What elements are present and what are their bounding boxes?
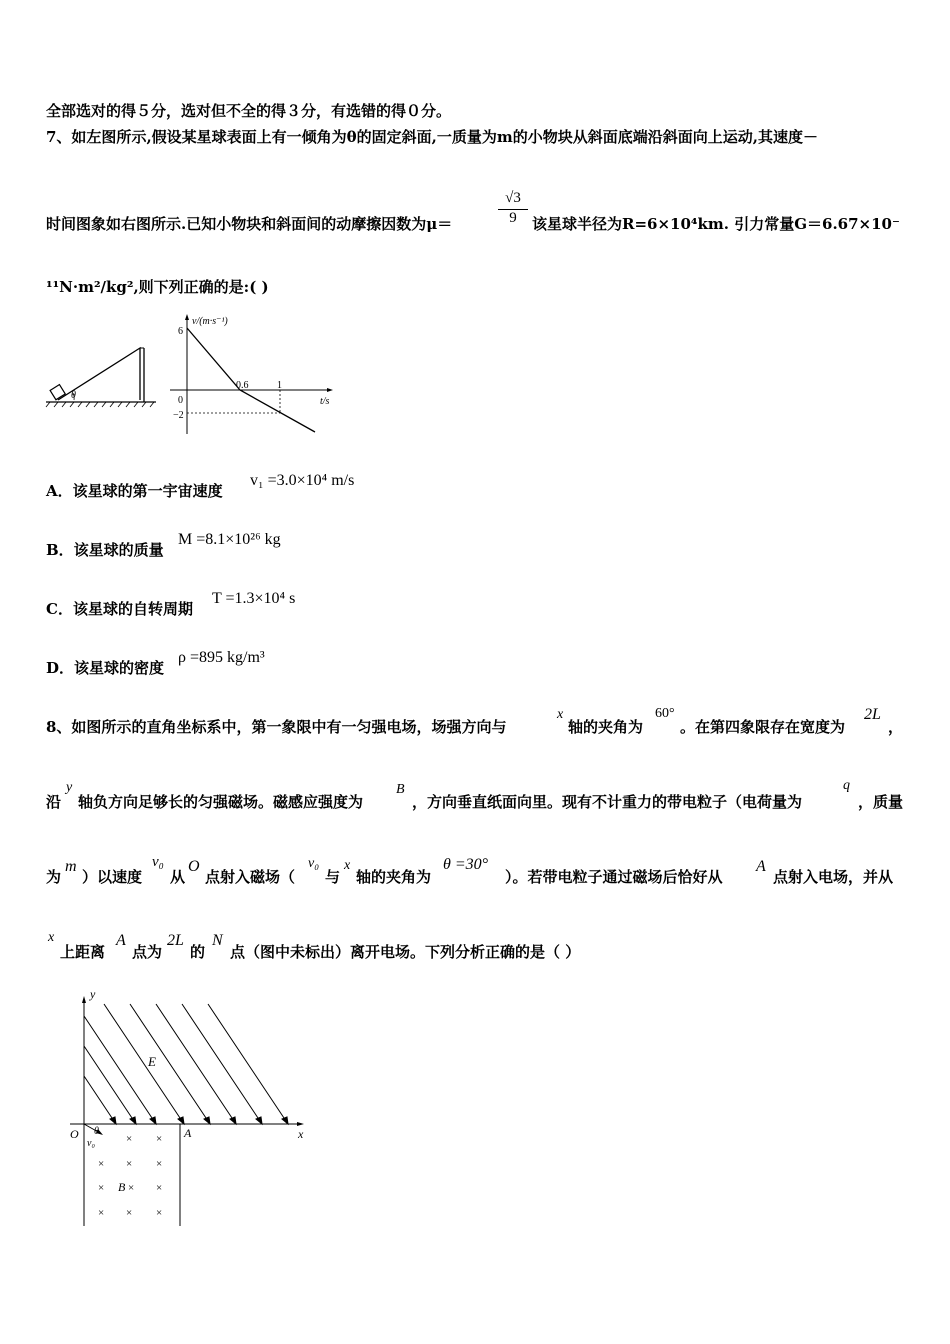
q8-line1-b: 轴的夹角为 [568, 718, 644, 736]
q8-line2-a: 沿 [46, 793, 62, 811]
svg-text:×: × [98, 1182, 105, 1194]
efield-lines [84, 1004, 288, 1124]
q8-theta30: θ =30° [443, 856, 489, 873]
fig-A-label: A [184, 1126, 192, 1140]
fig-B-label: B [118, 1180, 126, 1194]
q7-line3: ¹¹N·m²/kg²,则下列正确的是:( ) [46, 278, 269, 296]
q8-x-3: x [48, 930, 55, 945]
q8-line2-b: 轴负方向足够长的匀强磁场。磁感应强度为 [78, 793, 364, 811]
q8-line4-d: 点（图中未标出）离开电场。下列分析正确的是（ ） [230, 943, 581, 961]
q8-v0-2: v₀ [308, 856, 320, 871]
option-b-label: B．该星球的质量 [46, 541, 164, 559]
q8-q: q [843, 778, 850, 793]
svg-text:×: × [126, 1158, 133, 1170]
fig-x-label: x [298, 1127, 304, 1141]
q8-line4-b: 点为 [132, 943, 163, 961]
fig-y-label: y [90, 987, 96, 1001]
q8-line2-c: ，方向垂直纸面向里。现有不计重力的带电粒子（电荷量为 [412, 793, 803, 811]
svg-text:×: × [156, 1158, 163, 1170]
q8-line3-c: 从 [170, 868, 186, 886]
vt-tick-0: 0 [178, 395, 183, 406]
q8-2L-1: 2L [864, 706, 881, 723]
q8-m: m [65, 858, 77, 875]
vt-tick-6: 6 [178, 326, 183, 337]
fig-theta-label: θ [94, 1126, 99, 1137]
q7-line2a: 时间图象如右图所示.已知小物块和斜面间的动摩擦因数为μ＝ [46, 215, 453, 233]
vt-tick-m2: −2 [173, 410, 184, 421]
q8-line4-c: 的 [190, 943, 206, 961]
option-c-label: C．该星球的自转周期 [46, 600, 193, 618]
q8-line2-d: ，质量 [858, 793, 904, 811]
incline-angle-label: θ [71, 390, 76, 401]
q8-v0-1: v₀ [152, 854, 164, 870]
vt-xlabel: t/s [320, 396, 330, 407]
svg-text:×: × [128, 1182, 135, 1194]
q8-line3-g: ）。若带电粒子通过磁场后恰好从 [505, 868, 723, 886]
q8-line3-h: 点射入电场，并从 [773, 868, 894, 886]
vt-ylabel: v/(m·s⁻¹) [192, 316, 228, 327]
svg-text:×: × [126, 1133, 133, 1145]
q8-line3-f: 轴的夹角为 [356, 868, 432, 886]
q8-2L-2: 2L [167, 932, 184, 949]
q8-line3-e: 与 [325, 868, 341, 886]
option-a-label: A．该星球的第一宇宙速度 [46, 482, 223, 500]
q8-A-2: A [116, 932, 126, 949]
field-figure [60, 987, 320, 1230]
option-d-label: D．该星球的密度 [46, 659, 165, 677]
fig-O-label: O [70, 1127, 79, 1141]
q8-line1-c: 。在第四象限存在宽度为 [680, 718, 846, 736]
q8-x-2: x [344, 858, 351, 873]
frac-numerator: √3 [505, 190, 521, 206]
option-b-formula: M =8.1×10²⁶ kg [178, 531, 281, 548]
svg-text:×: × [156, 1207, 163, 1219]
svg-text:×: × [98, 1207, 105, 1219]
q8-line3-b: ）以速度 [82, 868, 143, 886]
vt-tick-06: 0.6 [236, 380, 249, 391]
q8-line4-a: 上距离 [60, 943, 106, 961]
intro-text: 全部选对的得５分，选对但不全的得３分，有选错的得０分。 [46, 102, 452, 120]
q8-O: O [188, 858, 200, 875]
option-d-formula: ρ =895 kg/m³ [178, 649, 265, 666]
q8-line1-d: ， [888, 718, 904, 736]
svg-text:×: × [126, 1207, 133, 1219]
fig-E-label: E [148, 1054, 156, 1069]
option-a-formula: v₁ =3.0×10⁴ m/s [250, 472, 355, 489]
frac-denominator: 9 [509, 210, 517, 226]
q8-x-1: x [557, 707, 564, 722]
q8-y: y [66, 780, 73, 795]
q8-line3-d: 点射入磁场（ [205, 868, 296, 886]
q7-line1: 7、如左图所示,假设某星球表面上有一倾角为θ的固定斜面,一质量为m的小物块从斜面底端沿斜面向上运动,其速度－ [46, 128, 818, 146]
bfield-crosses [98, 1133, 162, 1219]
svg-text:×: × [156, 1182, 163, 1194]
q8-deg60: 60° [655, 706, 675, 721]
q8-line3-a: 为 [46, 868, 62, 886]
fig-v0-label: v₀ [87, 1138, 95, 1149]
q8-N: N [212, 932, 223, 949]
svg-text:×: × [98, 1158, 105, 1170]
incline-figure [40, 340, 160, 410]
q8-A-1: A [756, 858, 766, 875]
q8-line1-a: 8、如图所示的直角坐标系中，第一象限中有一匀强电场，场强方向与 [46, 718, 507, 736]
q7-fraction [498, 190, 528, 227]
vt-tick-1: 1 [277, 380, 282, 391]
option-c-formula: T =1.3×10⁴ s [212, 590, 296, 607]
svg-text:×: × [156, 1133, 163, 1145]
q8-B: B [396, 782, 405, 797]
q7-line2b: 该星球半径为R=6×10⁴km. 引力常量G＝6.67×10⁻ [532, 215, 900, 233]
vt-graph [168, 312, 338, 437]
